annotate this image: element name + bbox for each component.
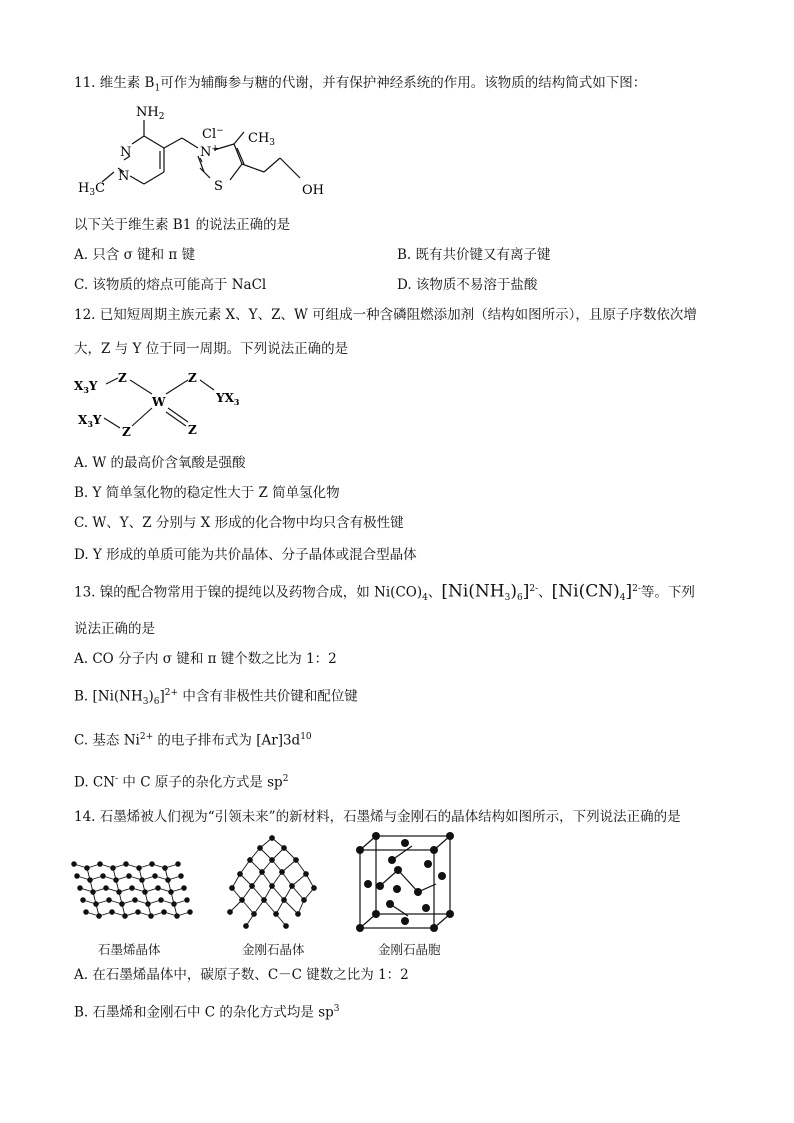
q13-option-d-sup2: 2 [282, 774, 289, 784]
q13-option-d-mid: 中 C 原子的杂化方式是 sp [118, 774, 283, 791]
q13-sep1: 、 [427, 584, 442, 601]
diamond-atom [282, 846, 287, 851]
svg-text:Cl−: Cl− [202, 126, 224, 142]
graphene-atom [117, 890, 122, 895]
graphene-atom [91, 890, 96, 895]
q14-option-b [74, 1000, 340, 1022]
q13-complex2: [Ni(CN) [551, 581, 620, 602]
graphene-atom [143, 890, 148, 895]
q13-complex1-sub: 3 [504, 593, 511, 604]
diamond-bond [284, 900, 298, 914]
graphene-atom [188, 910, 193, 915]
q11-stem-suffix: 可作为辅酶参与糖的代谢，并有保护神经系统的作用。该物质的结构简式如下图： [160, 75, 647, 91]
graphene-atom [179, 874, 184, 879]
diamond-atom [262, 898, 267, 903]
diamond-atom [290, 884, 295, 889]
q13-option-b-pre: B. [Ni(NH [74, 688, 143, 705]
graphene-atom [127, 874, 132, 879]
svg-text:OH: OH [302, 183, 324, 198]
q13-option-c [74, 728, 312, 750]
q11-option-a: A. 只含 σ 键和 π 键 [74, 247, 196, 263]
q13-option-c-pre: C. 基态 Ni [74, 732, 140, 749]
diamond-atom [250, 884, 255, 889]
q13-option-b-charge: 2+ [164, 688, 179, 698]
q11-lead: 以下关于维生素 B1 的说法正确的是 [74, 217, 291, 233]
q13-complex2-sub: 4 [619, 593, 626, 604]
q13-complex1-charge: 2- [529, 584, 539, 594]
q13-complex2-charge: 2- [632, 584, 641, 594]
svg-text:N: N [118, 169, 130, 184]
graphene-atom [111, 866, 116, 871]
diamond-atom [312, 886, 317, 891]
q13-option-b-close: ] [159, 688, 165, 705]
q13-sep2: 、 [538, 584, 552, 601]
q13-complex1-end: ) [510, 581, 518, 602]
graphene-atom [162, 910, 167, 915]
diamond-atom [270, 858, 275, 863]
q12-stem-line1: 12. 已知短周期主族元素 X、Y、Z、W 可组成一种含磷阻燃添加剂（结构如图所示），且原子序数依次增 [74, 307, 697, 323]
svg-text:W: W [152, 395, 166, 409]
graphene-atom [104, 886, 109, 891]
q11-option-d: D. 该物质不易溶于盐酸 [397, 277, 538, 293]
diamond-atom [240, 898, 245, 903]
q13-complex1: [Ni(NH [441, 581, 505, 602]
q11-stem-prefix: 11. 维生素 B [74, 75, 155, 91]
svg-text:Z: Z [188, 423, 197, 437]
graphene-atom [88, 878, 93, 883]
q13-option-c-sup2: 10 [300, 732, 312, 742]
q11-stem [74, 74, 646, 98]
graphene-atom [176, 862, 181, 867]
graphene-atom [124, 862, 129, 867]
svg-text:Z: Z [122, 425, 131, 439]
graphene-atom [166, 878, 171, 883]
graphene-atom [153, 874, 158, 879]
q13-option-d [74, 770, 288, 792]
graphene-atom [84, 910, 89, 915]
q13-stem [74, 580, 695, 607]
graphene-atom [146, 902, 151, 907]
q14-option-b-sup: 3 [333, 1004, 340, 1014]
graphene-atom [123, 914, 128, 919]
graphene-atom [175, 914, 180, 919]
graphene-atom [98, 862, 103, 867]
vitamin-b1-structure [74, 98, 344, 208]
graphene-atom [182, 886, 187, 891]
graphene-atom [172, 902, 177, 907]
q13-option-b-sub2: 6 [153, 697, 160, 708]
svg-text:X3Y: $X_3Y$ [74, 379, 98, 395]
diamond-atom [238, 872, 243, 877]
q13-option-b [74, 684, 358, 711]
q12-stem-line2: 大，Z 与 Y 位于同一周期。下列说法正确的是 [74, 341, 349, 357]
q13-option-b-sub: 3 [142, 697, 149, 708]
diamond-atom [230, 886, 235, 891]
diamond-atom [248, 858, 253, 863]
svg-text:N: N [120, 145, 132, 160]
q13-option-b-post: 中含有非极性共价键和配位键 [178, 688, 358, 705]
diamond-atom [296, 912, 301, 917]
diamond-atom [258, 846, 263, 851]
diamond-atom [252, 912, 257, 917]
graphene-atom [185, 898, 190, 903]
caption-graphene: 石墨烯晶体 [98, 942, 161, 957]
graphene-atom [72, 862, 77, 867]
caption-diamond-cell: 金刚石晶胞 [378, 942, 441, 957]
q13-option-c-mid: 的电子排布式为 [Ar]3d [153, 732, 301, 749]
diamond-crystal-figure [220, 830, 330, 930]
q14-stem: 14. 石墨烯被人们视为“引领未来”的新材料，石墨烯与金刚石的晶体结构如图所示，下列说法正确的是 [74, 809, 681, 825]
q13-stem-a-sub: 4 [422, 593, 428, 604]
graphene-atom [94, 902, 99, 907]
graphene-atom [101, 874, 106, 879]
graphene-atom [81, 898, 86, 903]
q13-stem-line2: 说法正确的是 [74, 621, 155, 637]
flame-retardant-structure [74, 368, 264, 440]
graphene-atom [75, 874, 80, 879]
q13-option-a: A. CO 分子内 σ 键和 π 键个数之比为 1：2 [74, 651, 337, 667]
q11-stem-sub: 1 [154, 83, 161, 94]
graphene-atom [78, 886, 83, 891]
graphene-atom [137, 866, 142, 871]
diamond-atom [274, 912, 279, 917]
q13-option-b-mid: ) [148, 688, 154, 705]
diamond-atom [244, 924, 249, 929]
q12-option-b: B. Y 简单氢化物的稳定性大于 Z 简单氢化物 [74, 485, 340, 501]
svg-text:Z: Z [188, 371, 197, 385]
q13-complex2-close: ] [625, 581, 633, 602]
diamond-atom [270, 836, 275, 841]
diamond-atom [260, 870, 265, 875]
svg-text:NH2: $NH_2$ [136, 105, 165, 122]
q11-option-b: B. 既有共价键又有离子键 [397, 247, 551, 263]
svg-text:Z: Z [118, 371, 127, 385]
q13-option-c-sup: 2+ [139, 732, 154, 742]
svg-text:CH3: $CH_3$ [248, 131, 276, 148]
graphene-atom [85, 866, 90, 871]
q13-complex1-close: ] [522, 581, 530, 602]
graphene-atom [149, 914, 154, 919]
diamond-atom [270, 884, 275, 889]
svg-text:X3Y: $X_3Y$ [78, 413, 102, 429]
q13-option-d-sup: - [115, 774, 119, 784]
q12-option-d: D. Y 形成的单质可能为共价晶体、分子晶体或混合型晶体 [74, 547, 417, 563]
diamond-unit-cell-figure [356, 832, 456, 932]
diamond-atom [302, 898, 307, 903]
diamond-atom [282, 898, 287, 903]
graphene-atom [156, 886, 161, 891]
graphene-atom [136, 910, 141, 915]
diamond-atom [304, 872, 309, 877]
graphene-atom [114, 878, 119, 883]
graphene-atom [130, 886, 135, 891]
svg-text:S: S [214, 179, 223, 194]
graphene-atom [110, 910, 115, 915]
svg-text:H3C: $H_3C$ [78, 181, 106, 198]
q13-option-d-pre: D. CN [74, 774, 116, 791]
q12-option-a: A. W 的最高价含氧酸是强酸 [74, 455, 246, 471]
diamond-atom [228, 910, 233, 915]
q12-option-c: C. W、Y、Z 分别与 X 形成的化合物中均只含有极性键 [74, 515, 404, 531]
graphene-atom [107, 898, 112, 903]
graphene-atom [133, 898, 138, 903]
svg-text:YX3: $YX_3$ [216, 391, 240, 407]
svg-text:N+: N+ [200, 144, 219, 160]
q13-complex1-sub2: 6 [517, 593, 523, 604]
caption-diamond-crystal: 金刚石晶体 [242, 942, 305, 957]
graphene-atom [120, 902, 125, 907]
graphene-atom [159, 898, 164, 903]
graphene-atom [150, 862, 155, 867]
graphene-atom [140, 878, 145, 883]
graphene-atom [163, 866, 168, 871]
graphene-atom [97, 914, 102, 919]
graphene-crystal-figure [68, 856, 198, 922]
q13-stem-a: 13. 镍的配合物常用于镍的提纯以及药物合成，如 Ni(CO) [74, 584, 423, 601]
graphene-atom [169, 890, 174, 895]
diamond-atom [294, 858, 299, 863]
q13-stem-end: 等。下列 [640, 584, 695, 601]
q11-option-c: C. 该物质的熔点可能高于 NaCl [74, 277, 267, 293]
q14-option-b-pre: B. 石墨烯和金刚石中 C 的杂化方式均是 sp [74, 1004, 334, 1021]
diamond-atom [280, 870, 285, 875]
diamond-atom [284, 924, 289, 929]
q14-option-a: A. 在石墨烯晶体中，碳原子数、C－C 键数之比为 1：2 [74, 967, 409, 983]
